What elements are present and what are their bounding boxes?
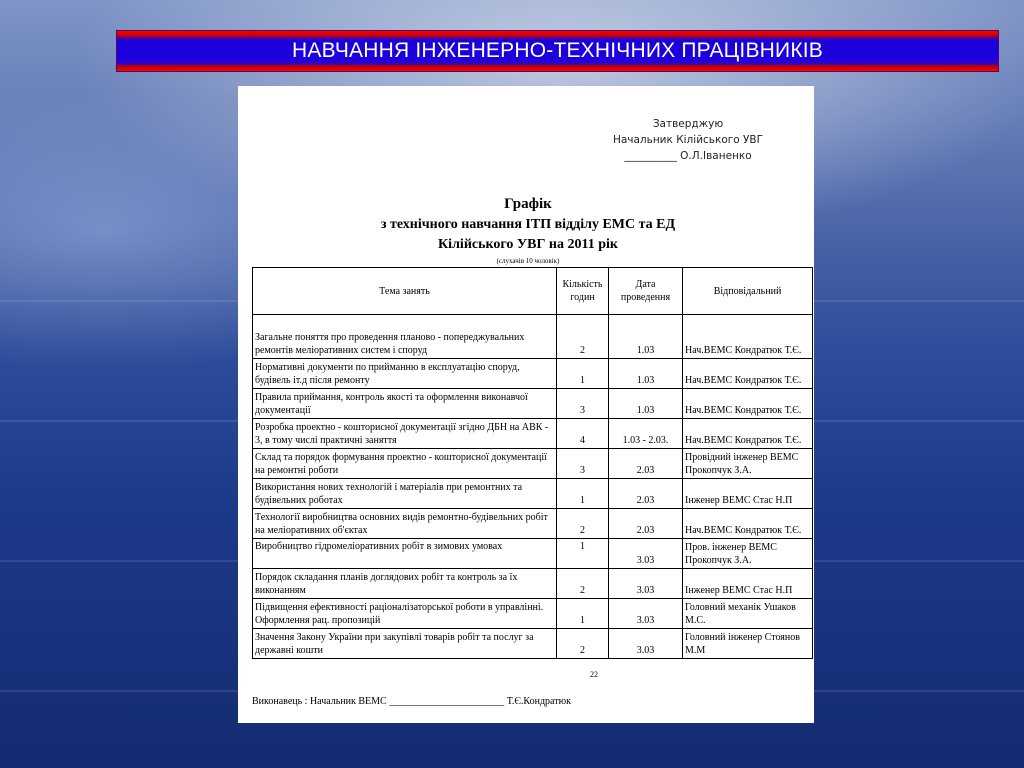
cell-responsible: Головний інженер Стоянов М.М xyxy=(683,629,813,659)
cell-date: 2.03 xyxy=(609,479,683,509)
scanned-document xyxy=(238,86,814,723)
cell-date: 1.03 xyxy=(609,389,683,419)
cell-responsible: Інженер ВЕМС Стас Н.П xyxy=(683,479,813,509)
cell-date: 3.03 xyxy=(609,539,683,569)
cell-date: 1.03 - 2.03. xyxy=(609,419,683,449)
cell-hours: 2 xyxy=(557,315,609,359)
cell-responsible: Нач.ВЕМС Кондратюк Т.Є. xyxy=(683,389,813,419)
cell-responsible: Пров. інженер ВЕМС Прокопчук З.А. xyxy=(683,539,813,569)
cell-hours: 2 xyxy=(557,569,609,599)
cell-hours: 2 xyxy=(557,629,609,659)
cell-hours: 3 xyxy=(557,449,609,479)
cell-responsible: Провідний інженер ВЕМС Прокопчук З.А. xyxy=(683,449,813,479)
schedule-table xyxy=(252,267,813,659)
document-subheading-2: Кілійського УВГ на 2011 рік xyxy=(438,237,618,252)
page-number: 22 xyxy=(590,670,598,679)
cell-topic: Підвищення ефективності раціоналізаторської роботи в управлінні. Оформлення рац. пропозицій xyxy=(253,599,557,629)
table-row xyxy=(253,539,813,569)
table-row xyxy=(253,419,813,449)
cell-topic: Розробка проектно - кошторисної документації згідно ДБН на АВК - 3, в тому числі практичні заняття xyxy=(253,419,557,449)
table-header-row xyxy=(253,268,813,315)
slide-title-bar xyxy=(116,30,999,72)
cell-date: 3.03 xyxy=(609,629,683,659)
table-row xyxy=(253,449,813,479)
cell-date: 2.03 xyxy=(609,449,683,479)
header-date: Дата проведення xyxy=(609,268,683,315)
cell-topic: Виробництво гідромеліоративних робіт в зимових умовах xyxy=(253,539,557,569)
cell-topic: Загальне поняття про проведення планово - попереджувальних ремонтів меліоративних систем і споруд xyxy=(253,315,557,359)
cell-date: 3.03 xyxy=(609,569,683,599)
cell-hours: 1 xyxy=(557,539,609,569)
cell-responsible: Інженер ВЕМС Стас Н.П xyxy=(683,569,813,599)
table-row xyxy=(253,629,813,659)
approval-line-3: __________ О.Л.Іваненко xyxy=(624,150,752,162)
cell-hours: 3 xyxy=(557,389,609,419)
cell-responsible: Головний механік Ушаков М.С. xyxy=(683,599,813,629)
cell-hours: 4 xyxy=(557,419,609,449)
header-responsible: Відповідальний xyxy=(683,268,813,315)
table-row xyxy=(253,479,813,509)
cell-topic: Правила приймання, контроль якості та оформлення виконавчої документації xyxy=(253,389,557,419)
table-row xyxy=(253,569,813,599)
cell-topic: Технології виробництва основних видів ремонтно-будівельних робіт на меліоративних об'єктах xyxy=(253,509,557,539)
table-row xyxy=(253,599,813,629)
approval-line-2: Начальник Кілійського УВГ xyxy=(612,134,764,146)
header-topic: Тема занять xyxy=(253,268,557,315)
cell-hours: 1 xyxy=(557,479,609,509)
cell-responsible: Нач.ВЕМС Кондратюк Т.Є. xyxy=(683,419,813,449)
cell-hours: 2 xyxy=(557,509,609,539)
cell-topic: Порядок складання планів доглядових робіт та контроль за їх виконанням xyxy=(253,569,557,599)
cell-date: 1.03 xyxy=(609,315,683,359)
document-note: (слухачів 10 чоловік) xyxy=(496,257,560,265)
slide-title: НАВЧАННЯ ІНЖЕНЕРНО-ТЕХНІЧНИХ ПРАЦІВНИКІВ xyxy=(292,39,823,62)
document-footer: Виконавець : Начальник ВЕМС _______________________ Т.Є.Кондратюк xyxy=(252,696,571,707)
table-row xyxy=(253,509,813,539)
approval-block xyxy=(598,116,778,164)
cell-topic: Нормативні документи по прийманню в експлуатацію споруд, будівель іт.д після ремонту xyxy=(253,359,557,389)
cell-topic: Значення Закону України при закупівлі товарів робіт та послуг за державні кошти xyxy=(253,629,557,659)
cell-date: 3.03 xyxy=(609,599,683,629)
table-row xyxy=(253,389,813,419)
cell-date: 2.03 xyxy=(609,509,683,539)
document-heading: Графік xyxy=(504,196,552,212)
approval-line-1: Затверджую xyxy=(652,118,724,130)
document-subheading-1: з технічного навчання ІТП відділу ЕМС та ЕД xyxy=(380,217,676,232)
cell-hours: 1 xyxy=(557,359,609,389)
header-hours: Кількість годин xyxy=(557,268,609,315)
table-row xyxy=(253,315,813,359)
cell-responsible: Нач.ВЕМС Кондратюк Т.Є. xyxy=(683,359,813,389)
cell-hours: 1 xyxy=(557,599,609,629)
cell-topic: Використання нових технологій і матеріалів при ремонтних та будівельних роботах xyxy=(253,479,557,509)
cell-responsible: Нач.ВЕМС Кондратюк Т.Є. xyxy=(683,315,813,359)
cell-responsible: Нач.ВЕМС Кондратюк Т.Є. xyxy=(683,509,813,539)
cell-topic: Склад та порядок формування проектно - кошторисної документації на ремонтні роботи xyxy=(253,449,557,479)
table-row xyxy=(253,359,813,389)
cell-date: 1.03 xyxy=(609,359,683,389)
